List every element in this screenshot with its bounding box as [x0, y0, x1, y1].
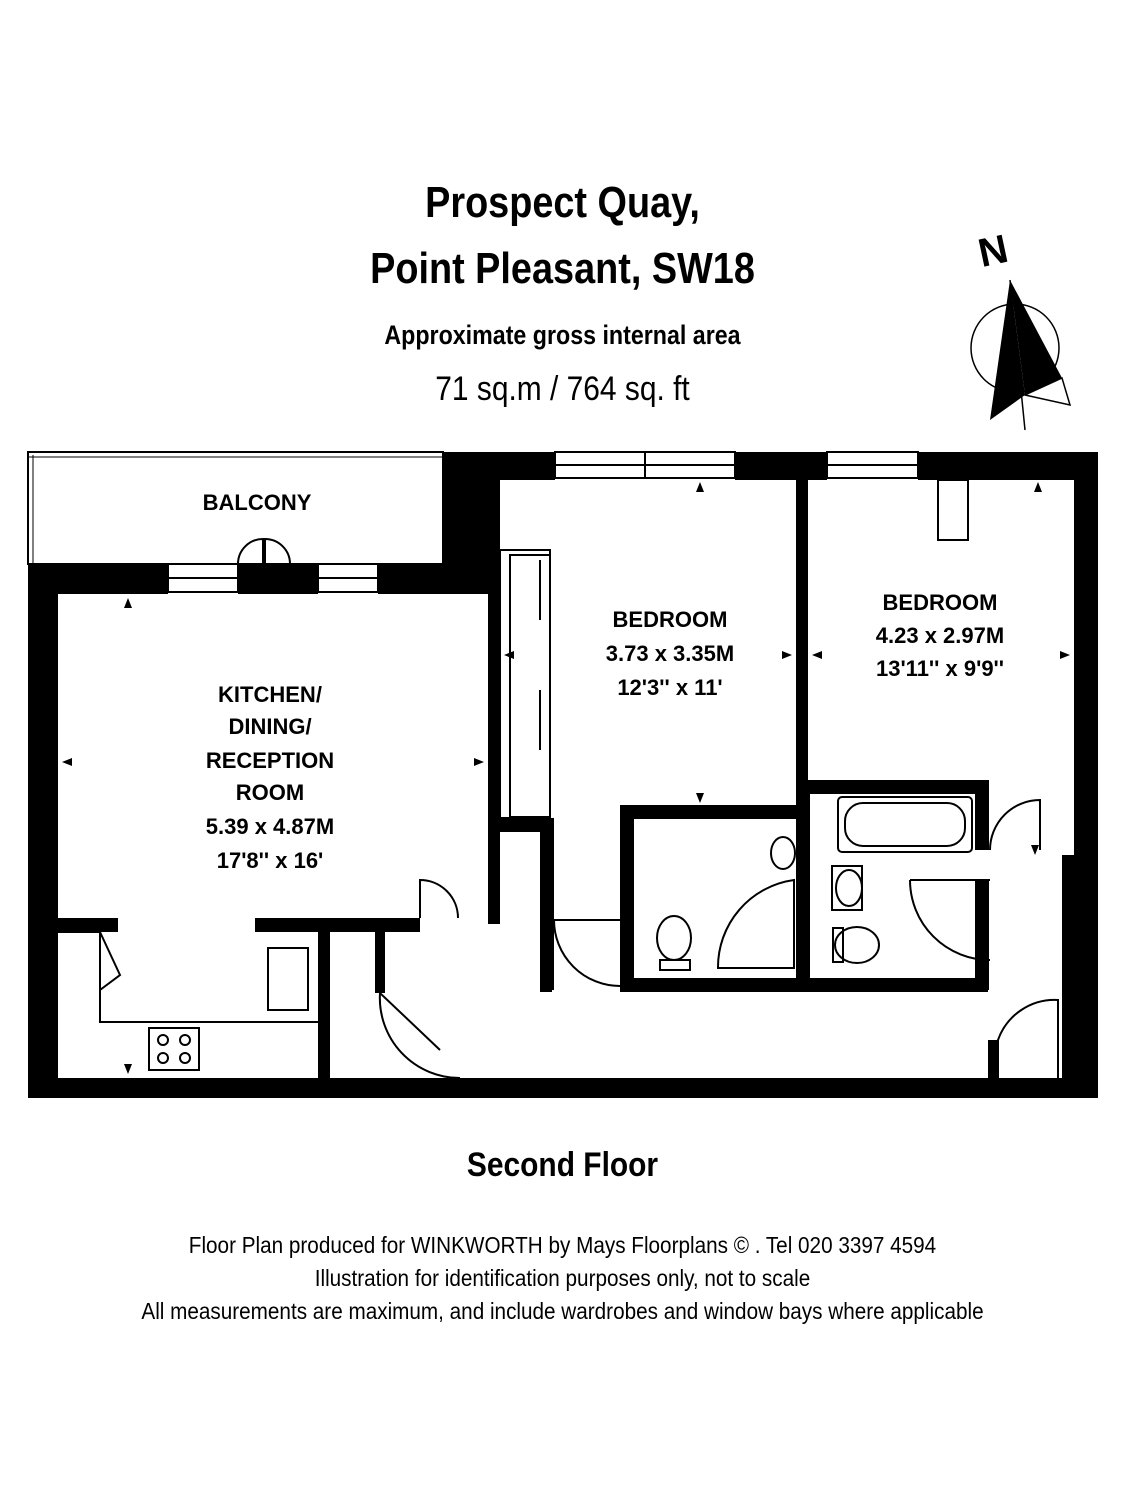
bedroom2-imperial: 13'11'' x 9'9''	[875, 656, 1005, 681]
footer-line-3: All measurements are maximum, and include wardrobes and window bays where applicable	[141, 1298, 984, 1324]
bedroom2-label: BEDROOM	[882, 590, 998, 615]
kitchen-metric: 5.39 x 4.87M	[205, 814, 335, 839]
property-title-line2: Point Pleasant, SW18	[370, 244, 755, 293]
footer-line-2: Illustration for identification purposes only, not to scale	[314, 1265, 811, 1291]
floor-label: Second Floor	[466, 1146, 659, 1184]
footer-line-1: Floor Plan produced for WINKWORTH by Mays Floorplans © . Tel 020 3397 4594	[188, 1232, 937, 1258]
kitchen-label-2: DINING/	[228, 714, 312, 739]
area-value: 71 sq.m / 764 sq. ft	[435, 370, 690, 408]
kitchen-label-3: RECEPTION	[205, 748, 335, 773]
property-title-line1: Prospect Quay,	[425, 178, 700, 227]
compass-icon	[971, 227, 1070, 430]
balcony-label: BALCONY	[202, 490, 312, 515]
bedroom1-imperial: 12'3'' x 11'	[617, 675, 723, 700]
doors	[100, 539, 1058, 1078]
kitchen-imperial: 17'8'' x 16'	[216, 848, 324, 873]
bedroom2-metric: 4.23 x 2.97M	[875, 623, 1005, 648]
north-label: N	[974, 226, 1012, 276]
kitchen-label-4: ROOM	[235, 780, 305, 805]
area-caption: Approximate gross internal area	[384, 320, 741, 350]
bedroom1-label: BEDROOM	[612, 607, 728, 632]
kitchen-label-1: KITCHEN/	[218, 682, 322, 707]
wardrobe	[500, 550, 550, 818]
bedroom1-metric: 3.73 x 3.35M	[605, 641, 735, 666]
